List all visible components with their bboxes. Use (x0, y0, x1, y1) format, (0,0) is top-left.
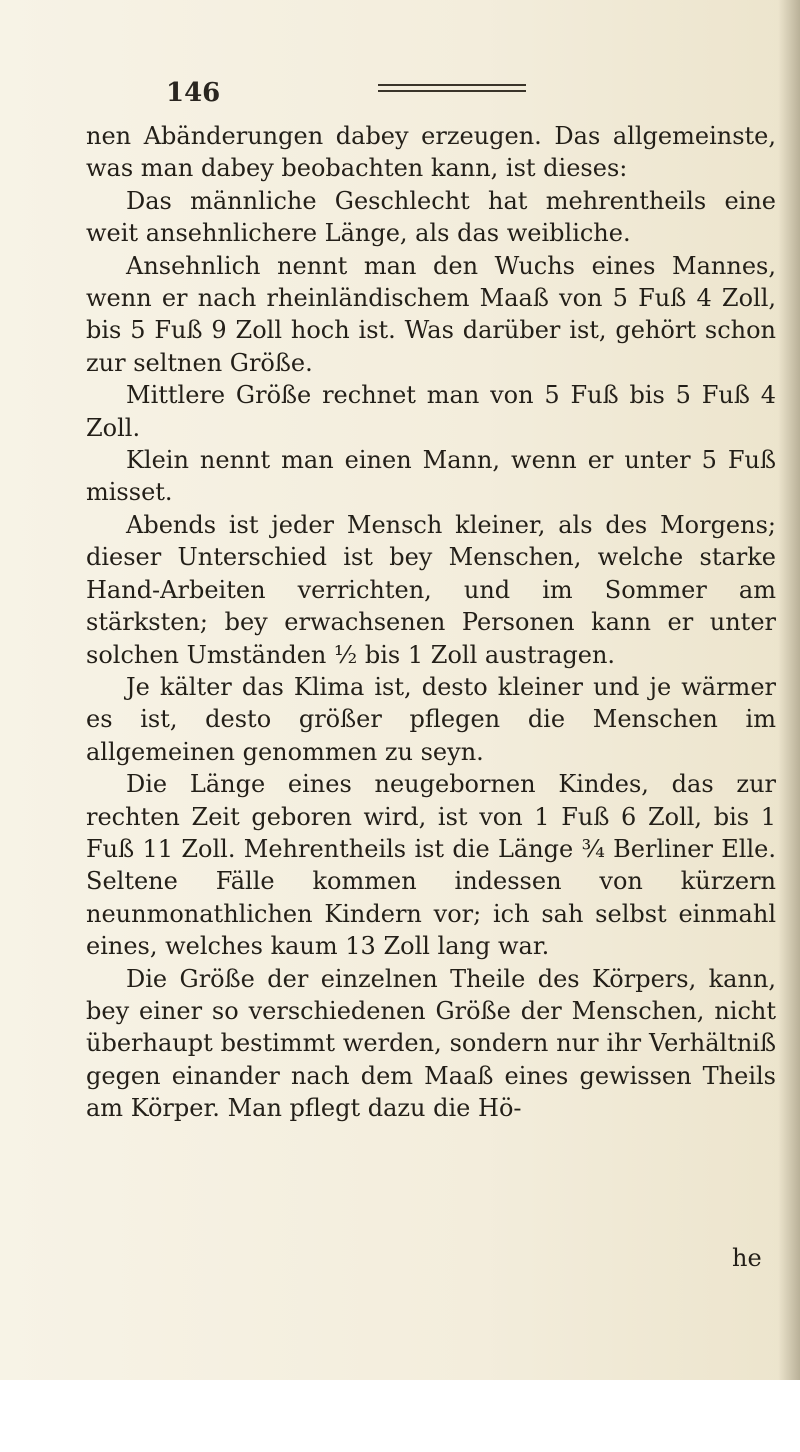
paragraph: Ansehnlich nennt man den Wuchs eines Mannes, wenn er nach rheinländischem Maaß von 5 Fuß 4 Zoll, bis 5 Fuß 9 Zoll hoch ist. Was darüber ist, gehört schon zur seltnen Größe. (86, 251, 776, 377)
paragraph: Die Länge eines neugebornen Kindes, das zur rechten Zeit geboren wird, ist von 1 Fuß 6 Zoll, bis 1 Fuß 11 Zoll. Mehrentheils ist die Länge ¾ Berliner Elle. Seltene Fälle kommen indessen von kürzern neunmonathlichen Kindern vor; ich sah selbst einmahl eines, welches kaum 13 Zoll lang war. (86, 770, 776, 961)
paragraph: Mittlere Größe rechnet man von 5 Fuß bis 5 Fuß 4 Zoll. (86, 381, 776, 442)
paragraph: Klein nennt man einen Mann, wenn er unter 5 Fuß misset. (86, 446, 776, 507)
catchword: he (732, 1244, 762, 1272)
paragraph: Abends ist jeder Mensch kleiner, als des Morgens; dieser Unterschied ist bey Menschen, welche starke Hand-Arbeiten verrichten, und im Sommer am stärksten; bey erwachsenen Personen kann er unter solchen Umständen ½ bis 1 Zoll austragen. (86, 510, 776, 669)
paragraph: nen Abänderungen dabey erzeugen. Das allgemeinste, was man dabey beobachten kann, ist dieses: (86, 122, 776, 183)
paragraph: Die Größe der einzelnen Theile des Körpers, kann, bey einer so verschiedenen Größe der Menschen, nicht überhaupt bestimmt werden, sondern nur ihr Verhältniß gegen einander nach dem Maaß eines gewissen Theils am Körper. Man pflegt dazu die Hö- (86, 964, 776, 1123)
body-text (86, 120, 776, 1125)
paragraph: Je kälter das Klima ist, desto kleiner und je wärmer es ist, desto größer pflegen die Menschen im allgemeinen genommen zu seyn. (86, 672, 776, 766)
page-number: 146 (166, 78, 221, 108)
header-rule (378, 84, 526, 92)
page-margin-bottom (0, 1380, 800, 1452)
paragraph: Das männliche Geschlecht hat mehrentheils eine weit ansehnlichere Länge, als das weibliche. (86, 186, 776, 248)
